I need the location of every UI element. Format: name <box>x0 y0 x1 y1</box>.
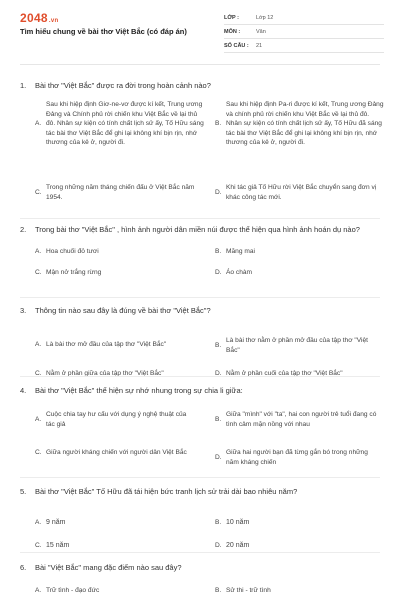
logo-main: 2048 <box>20 11 48 25</box>
question-number: 1. <box>20 81 27 90</box>
option-a[interactable] <box>35 410 194 429</box>
option-d[interactable] <box>215 448 376 467</box>
question-number: 6. <box>20 563 27 572</box>
question-divider <box>20 218 380 219</box>
option-letter: C. <box>35 542 42 549</box>
option-b[interactable] <box>215 410 380 429</box>
option-letter: D. <box>215 542 222 549</box>
option-letter: A. <box>35 519 42 526</box>
header-divider <box>20 64 380 65</box>
meta-row-subject <box>224 25 384 39</box>
option-d[interactable] <box>215 541 249 551</box>
question-6 <box>20 562 382 600</box>
question-text: Thông tin nào sau đây là đúng về bài thơ "Việt Bắc"? <box>35 306 211 315</box>
meta-value: Lớp 12 <box>256 14 274 21</box>
meta-value: Văn <box>256 28 266 35</box>
option-text: 15 năm <box>46 542 70 549</box>
option-a[interactable] <box>35 340 166 350</box>
option-letter: A. <box>35 587 42 594</box>
option-letter: D. <box>215 269 222 276</box>
meta-row-count <box>224 39 384 53</box>
option-c[interactable] <box>35 369 164 379</box>
option-text: Sau khi hiệp định Giơ-ne-vơ được kí kết, Trung ương Đảng và Chính phủ rời chiến khu Việt Bắc về lại thủ đô. Nhân sự kiện có tính chất lịch sử ấy, Tố Hữu sáng tác bài thơ Việt Bắc để ghi lại không khí bịn rịn, nhớ thương của kẻ ở, người đi. <box>46 101 204 146</box>
question-text: Bài thơ "Việt Bắc" thể hiện sự nhớ nhung trong sự chia li giữa: <box>35 386 243 395</box>
option-text: Giữa hai người bạn đã từng gắn bó trong những năm kháng chiến <box>226 449 368 466</box>
option-text: Giữa "mình" với "ta", hai con người trẻ tuổi đang có tình cảm mặn nồng với nhau <box>226 411 377 428</box>
option-a[interactable] <box>35 247 99 257</box>
option-text: Là bài thơ mở đầu của tập thơ "Việt Bắc" <box>46 341 167 348</box>
option-c[interactable] <box>35 448 206 458</box>
option-a[interactable] <box>35 100 206 148</box>
option-letter: A. <box>35 248 42 255</box>
option-c[interactable] <box>35 183 206 202</box>
option-letter: C. <box>35 449 42 456</box>
option-letter: B. <box>215 519 222 526</box>
meta-info <box>224 11 384 53</box>
option-b[interactable] <box>215 247 255 257</box>
option-d[interactable] <box>215 369 343 379</box>
option-b[interactable] <box>215 586 271 596</box>
question-text: Trong bài thơ "Việt Bắc" , hình ảnh người dân miền núi được thể hiện qua hình ảnh hoán dụ nào? <box>35 225 360 234</box>
option-text: Là bài thơ nằm ở phần mở đầu của tập thơ "Việt Bắc" <box>226 337 368 354</box>
option-b[interactable] <box>215 518 249 528</box>
option-letter: B. <box>215 120 222 127</box>
question-divider <box>20 376 380 377</box>
option-text: 10 năm <box>226 519 250 526</box>
option-text: Giữa người kháng chiến với người dân Việt Bắc <box>46 449 187 456</box>
question-3 <box>20 305 382 376</box>
option-text: Trong những năm tháng chiến đấu ở Việt Bắc năm 1954. <box>46 184 195 201</box>
meta-value: 21 <box>256 42 263 49</box>
meta-row-class <box>224 11 384 25</box>
question-divider <box>20 477 380 478</box>
question-number: 3. <box>20 306 27 315</box>
option-letter: B. <box>215 415 222 423</box>
option-text: Trữ tình - đạo đức <box>46 587 100 594</box>
option-letter: A. <box>35 415 42 423</box>
question-number: 2. <box>20 225 27 234</box>
option-c[interactable] <box>35 541 69 551</box>
question-number: 4. <box>20 386 27 395</box>
meta-label: SỐ CÂU : <box>224 42 249 49</box>
option-b[interactable] <box>215 336 376 355</box>
option-text: 9 năm <box>46 519 66 526</box>
option-a[interactable] <box>35 518 65 528</box>
option-text: Áo chàm <box>226 269 253 276</box>
question-text: Bài thơ "Việt Bắc" Tố Hữu đã tái hiện bức tranh lịch sử trải dài bao nhiêu năm? <box>35 487 298 496</box>
question-1 <box>20 80 382 215</box>
option-text: Khi tác giả Tố Hữu rời Việt Bắc chuyển sang đơn vị khác công tác mới. <box>226 184 377 201</box>
option-letter: D. <box>215 188 222 196</box>
option-text: 20 năm <box>226 542 250 549</box>
question-divider <box>20 552 380 553</box>
option-text: Sau khi hiệp định Pa-ri được kí kết, Trung ương Đảng và chính phủ rời chiến khu Việt Bắc về lại thủ đô. Nhân sự kiện có tính chất lịch sử ấy, Tố Hữu đã sáng tác bài thơ Việt Bắc để ghi lại không khí bịn rịn, nhớ thương của kẻ ở, người đi. <box>226 101 384 146</box>
question-text: Bài "Việt Bắc" mang đặc điểm nào sau đây? <box>35 563 182 572</box>
page-header <box>0 0 400 66</box>
meta-label: MÔN : <box>224 28 241 35</box>
option-d[interactable] <box>215 268 252 278</box>
option-text: Cuộc chia tay hư cấu với dụng ý nghệ thuật của tác giả <box>46 411 187 428</box>
option-letter: D. <box>215 453 222 461</box>
option-text: Sử thi - trữ tình <box>226 587 271 594</box>
question-divider <box>20 297 380 298</box>
option-d[interactable] <box>215 183 386 202</box>
question-5 <box>20 486 382 547</box>
option-a[interactable] <box>35 586 99 596</box>
option-text: Nằm ở phần cuối của tập thơ "Việt Bắc" <box>226 370 343 377</box>
logo-suffix: .vn <box>48 18 59 24</box>
option-letter: C. <box>35 269 42 276</box>
option-letter: A. <box>35 120 42 127</box>
question-2 <box>20 224 382 285</box>
question-number: 5. <box>20 487 27 496</box>
option-letter: C. <box>35 370 42 377</box>
question-4 <box>20 385 382 476</box>
site-logo[interactable] <box>20 11 58 25</box>
option-text: Hoa chuối đỏ tươi <box>46 248 99 255</box>
option-text: Măng mai <box>226 248 255 255</box>
option-c[interactable] <box>35 268 101 278</box>
question-text: Bài thơ "Việt Bắc" được ra đời trong hoàn cảnh nào? <box>35 81 211 90</box>
option-letter: D. <box>215 370 222 377</box>
meta-label: LỚP : <box>224 14 239 21</box>
option-b[interactable] <box>215 100 386 148</box>
option-letter: B. <box>215 587 222 594</box>
option-letter: A. <box>35 341 42 348</box>
option-text: Mận nở trắng rừng <box>46 269 102 276</box>
option-letter: B. <box>215 248 222 255</box>
option-letter: B. <box>215 341 222 349</box>
option-text: Nằm ở phần giữa của tập thơ "Việt Bắc" <box>46 370 164 377</box>
page-title: Tìm hiểu chung về bài thơ Việt Bắc (có đáp án) <box>20 27 187 36</box>
option-letter: C. <box>35 188 42 196</box>
